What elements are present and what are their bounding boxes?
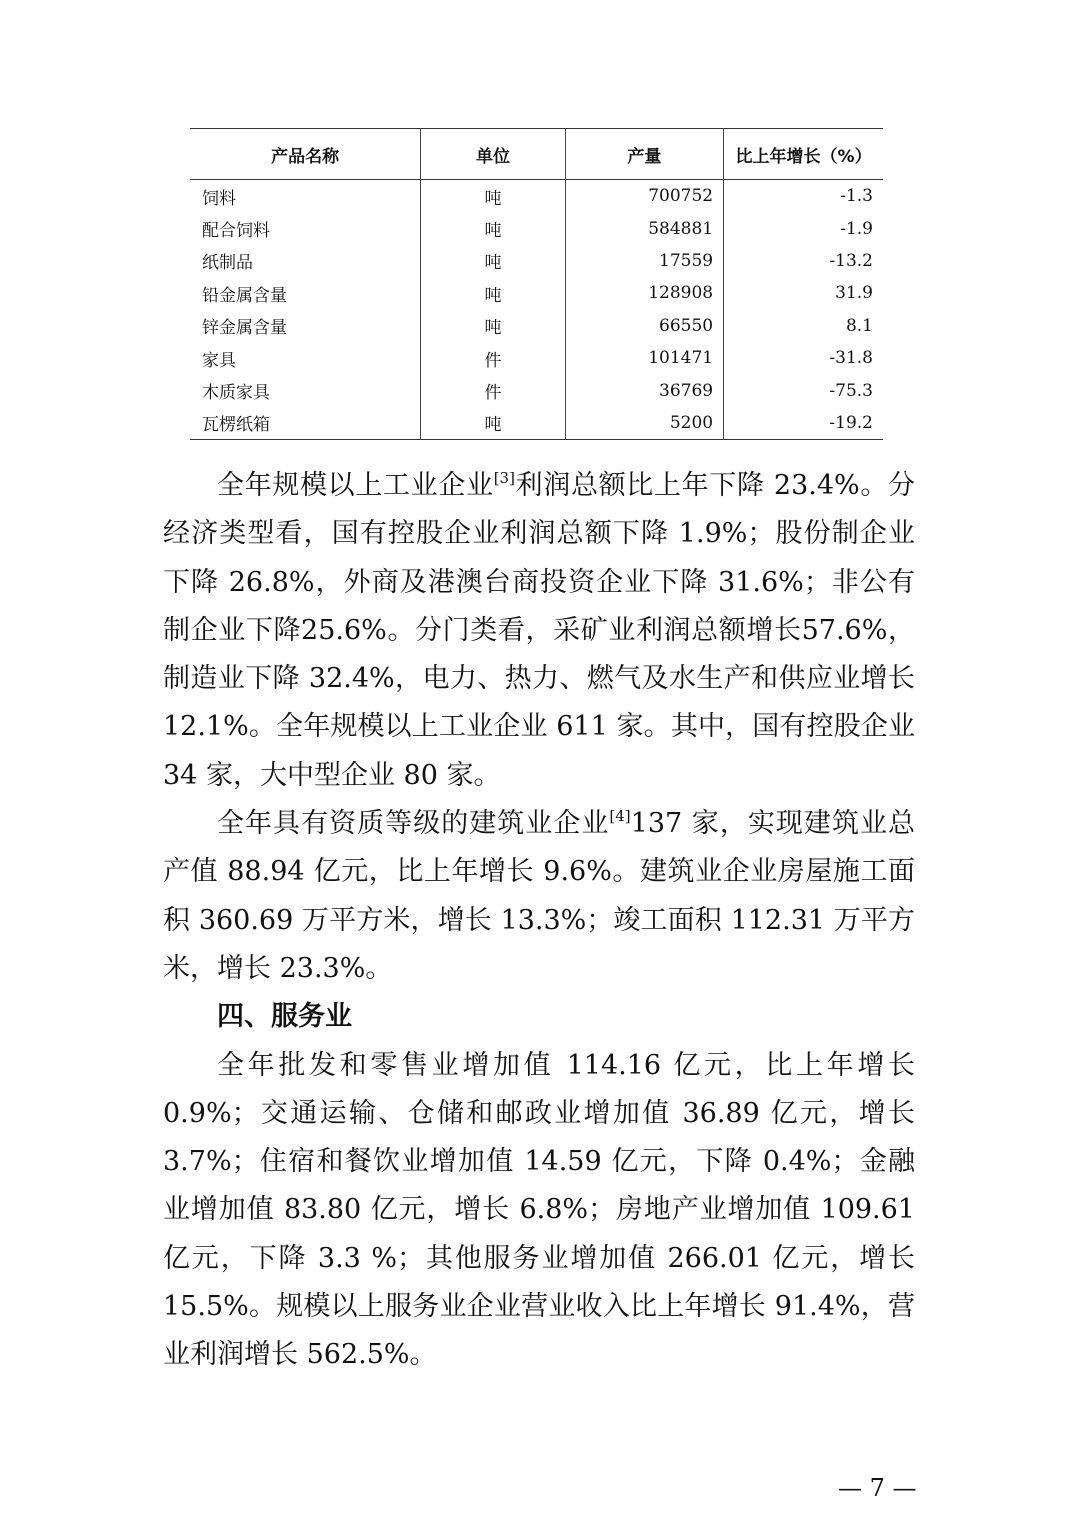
cell-product-name: 锌金属含量 xyxy=(202,318,287,339)
table-row xyxy=(190,374,883,406)
paragraph-services: 全年批发和零售业增加值 114.16 亿元，比上年增长 0.9%；交通运输、仓储和邮政业增加值 36.89 亿元，增长 3.7%；住宿和餐饮业增加值 14.59 亿元，下降 0.4%；金融业增加值 83.80 亿元，增长 6.8%；房地产业增加值 109.61 亿元，下降 3.3 %；其他服务业增加值 266.01 亿元，增长 15.5%。规模以上服务业企业营业收入比上年增长 91.4%，营业利润增长 562.5%。 xyxy=(163,1049,915,1371)
cell-product-name: 铅金属含量 xyxy=(202,285,287,306)
table-row xyxy=(190,407,883,440)
cell-unit: 吨 xyxy=(421,212,565,244)
cell-unit: 件 xyxy=(421,374,565,406)
table-row xyxy=(190,245,883,277)
page-number: — 7 — xyxy=(838,1474,917,1502)
cell-unit: 吨 xyxy=(421,407,565,440)
header-yoy-change: 比上年增长（%） xyxy=(724,129,883,180)
paragraph-text: 利润总额比上年下降 23.4%。分经济类型看，国有控股企业利润总额下降 1.9%；股份制企业下降 26.8%，外商及港澳台商投资企业下降 31.6%；非公有制企业下降25.6%。分门类看，采矿业利润总额增长57.6%，制造业下降 32.4%，电力、热力、燃气及水生产和供应业增长 12.1%。全年规模以上工业企业 611 家。其中，国有控股企业 34 家，大中型企业 80 家。 xyxy=(163,470,916,791)
cell-unit: 吨 xyxy=(421,277,565,309)
cell-yoy-change: -1.3 xyxy=(724,180,883,213)
cell-yoy-change: -31.8 xyxy=(724,342,883,374)
header-output: 产量 xyxy=(565,129,723,180)
section-heading-services: 四、服务业 xyxy=(217,1001,352,1033)
header-product-name: 产品名称 xyxy=(190,129,421,180)
cell-output: 5200 xyxy=(565,407,723,440)
cell-unit: 吨 xyxy=(421,245,565,277)
table-row xyxy=(190,277,883,309)
table-header-row xyxy=(190,129,883,180)
paragraph-industrial-profit xyxy=(163,462,915,800)
table-row xyxy=(190,310,883,342)
cell-yoy-change: -1.9 xyxy=(724,212,883,244)
footnote-ref-3: [3] xyxy=(493,469,515,487)
cell-output: 700752 xyxy=(565,180,723,213)
table-row xyxy=(190,180,883,213)
footnote-ref-4: [4] xyxy=(609,807,631,826)
table-row xyxy=(190,212,883,244)
cell-yoy-change: -75.3 xyxy=(724,374,883,406)
table-row xyxy=(190,342,883,374)
header-unit: 单位 xyxy=(421,129,565,180)
cell-yoy-change: -19.2 xyxy=(724,407,883,440)
cell-unit: 件 xyxy=(421,342,565,374)
cell-product-name: 饲料 xyxy=(202,188,236,209)
cell-output: 36769 xyxy=(565,374,723,406)
cell-product-name: 木质家具 xyxy=(202,383,270,404)
cell-product-name: 纸制品 xyxy=(202,253,253,274)
paragraph-text: 全年规模以上工业企业 xyxy=(217,470,494,501)
cell-output: 66550 xyxy=(565,310,723,342)
cell-output: 101471 xyxy=(565,342,723,374)
cell-product-name: 瓦楞纸箱 xyxy=(190,407,421,440)
product-output-table-container xyxy=(190,128,883,440)
cell-unit: 吨 xyxy=(421,180,565,213)
cell-product-name: 配合饲料 xyxy=(202,221,270,242)
cell-output: 584881 xyxy=(565,212,723,244)
paragraph-text: 全年具有资质等级的建筑业企业 xyxy=(217,808,610,840)
cell-output: 128908 xyxy=(565,277,723,309)
paragraph-construction xyxy=(163,800,915,993)
cell-yoy-change: -13.2 xyxy=(724,245,883,277)
cell-yoy-change: 8.1 xyxy=(724,310,883,342)
cell-product-name: 家具 xyxy=(202,350,236,371)
cell-unit: 吨 xyxy=(421,310,565,342)
product-output-table xyxy=(190,128,883,440)
paragraph-text: 137 家，实现建筑业总产值 88.94 亿元，比上年增长 9.6%。建筑业企业房屋施工面积 360.69 万平方米，增长 13.3%；竣工面积 112.31 万平方米，增长 23.3%。 xyxy=(163,808,916,984)
body-text xyxy=(163,462,915,1380)
cell-output: 17559 xyxy=(565,245,723,277)
cell-yoy-change: 31.9 xyxy=(724,277,883,309)
